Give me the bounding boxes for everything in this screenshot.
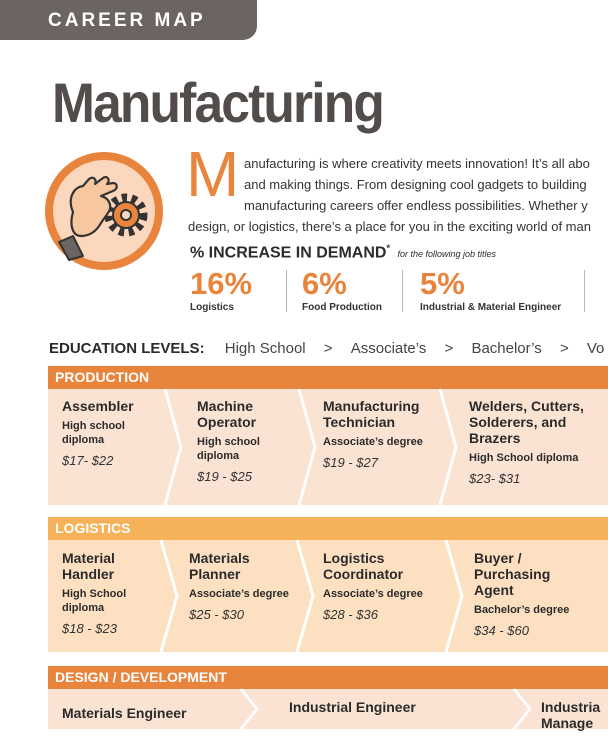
- intro-line: anufacturing is where creativity meets innovation! It’s all abo: [244, 156, 590, 171]
- stat-percent: 6%: [302, 266, 347, 301]
- chevron-right-icon: [297, 540, 313, 652]
- career-pay: $18 - $23: [62, 621, 117, 636]
- education-separator: >: [444, 340, 454, 357]
- career-card-industrial-manager: [541, 689, 599, 739]
- stat-food-production: [302, 268, 382, 313]
- career-degree: Associate’s degree: [323, 436, 423, 448]
- stat-percent: 16%: [190, 266, 253, 301]
- career-pay: $28 - $36: [323, 607, 378, 622]
- stat-label: Logistics: [190, 302, 234, 313]
- demand-heading: [190, 243, 496, 262]
- career-card-industrial-engineer: [289, 689, 459, 739]
- demand-note: for the following job titles: [397, 249, 496, 260]
- career-pay: $25 - $30: [189, 607, 244, 622]
- education-label: EDUCATION LEVELS:: [49, 340, 205, 357]
- career-title: Industrial Engineer: [289, 699, 416, 715]
- career-degree: Associate’s degree: [323, 588, 423, 600]
- career-pay: $17- $22: [62, 453, 114, 468]
- career-degree: Bachelor’s degree: [474, 604, 570, 616]
- education-level-bachelors: Bachelor’s: [471, 340, 542, 357]
- career-card-logistics-coordinator: [323, 540, 443, 662]
- education-separator: >: [559, 340, 569, 357]
- hand-gear-icon: [43, 150, 165, 272]
- intro-line: and making things. From designing cool gadgets to building: [244, 177, 587, 192]
- divider: [402, 270, 403, 312]
- section-logistics-header: LOGISTICS: [48, 517, 608, 540]
- page-title: Manufacturing: [52, 71, 383, 134]
- stat-label: Industrial & Material Engineer: [420, 302, 562, 313]
- career-card-assembler: [62, 389, 162, 514]
- career-degree: High school diploma: [197, 436, 260, 462]
- career-title: Materials Engineer: [62, 705, 187, 721]
- career-title: Industria Manage: [541, 699, 601, 731]
- stat-engineer: [420, 268, 561, 313]
- career-map-label: CAREER MAP: [48, 10, 206, 31]
- stat-percent: 5%: [420, 266, 465, 301]
- drop-cap: M: [186, 138, 240, 210]
- career-title: Welders, Cutters, Solderers, and Brazers: [469, 398, 584, 446]
- career-card-buyer: [474, 540, 584, 662]
- demand-heading-text: % INCREASE IN DEMAND: [190, 244, 387, 262]
- intro-line: design, or logistics, there’s a place for you in the exciting world of man: [188, 219, 591, 234]
- career-title: Buyer / Purchasing Agent: [474, 550, 551, 598]
- intro-line: manufacturing careers offer endless possibilities. Whether y: [244, 198, 588, 213]
- chevron-right-icon: [161, 540, 177, 652]
- section-logistics-panel: [48, 540, 608, 652]
- education-levels: [49, 340, 604, 357]
- career-card-material-handler: [62, 540, 162, 662]
- chevron-right-icon: [299, 389, 315, 505]
- section-design-panel: [48, 689, 608, 729]
- career-card-materials-planner: [189, 540, 299, 662]
- stat-logistics: [190, 268, 252, 313]
- career-pay: $19 - $27: [323, 455, 378, 470]
- career-degree: High School diploma: [62, 588, 127, 614]
- career-title: Manufacturing Technician: [323, 398, 420, 430]
- demand-footnote-mark: *: [386, 243, 390, 253]
- career-map-tab: [0, 0, 257, 40]
- intro-paragraph: [188, 153, 604, 234]
- chevron-right-icon: [514, 689, 530, 729]
- chevron-right-icon: [241, 689, 257, 729]
- education-level-associates: Associate’s: [350, 340, 427, 357]
- career-pay: $34 - $60: [474, 623, 529, 638]
- section-production-header: PRODUCTION: [48, 366, 608, 389]
- education-separator: >: [323, 340, 333, 357]
- career-pay: $23- $31: [469, 471, 521, 486]
- section-production-panel: [48, 389, 608, 505]
- education-level-vocational: Vo: [586, 340, 605, 357]
- career-pay: $19 - $25: [197, 469, 252, 484]
- career-card-manufacturing-technician: [323, 389, 453, 514]
- career-title: Assembler: [62, 398, 134, 414]
- career-title: Machine Operator: [197, 398, 257, 430]
- chevron-right-icon: [440, 389, 456, 505]
- education-level-high-school: High School: [224, 340, 306, 357]
- career-title: Material Handler: [62, 550, 115, 582]
- stat-label: Food Production: [302, 302, 382, 313]
- divider: [286, 270, 287, 312]
- career-title: Logistics Coordinator: [323, 550, 404, 582]
- chevron-right-icon: [165, 389, 181, 505]
- divider: [584, 270, 585, 312]
- career-card-materials-engineer: [62, 689, 232, 745]
- career-title: Materials Planner: [189, 550, 250, 582]
- career-degree: Associate’s degree: [189, 588, 289, 600]
- career-degree: High school diploma: [62, 420, 125, 446]
- career-degree: High School diploma: [469, 452, 579, 464]
- section-design-header: DESIGN / DEVELOPMENT: [48, 666, 608, 689]
- career-card-welders: [469, 389, 597, 514]
- career-card-machine-operator: [197, 389, 297, 514]
- chevron-right-icon: [446, 540, 462, 652]
